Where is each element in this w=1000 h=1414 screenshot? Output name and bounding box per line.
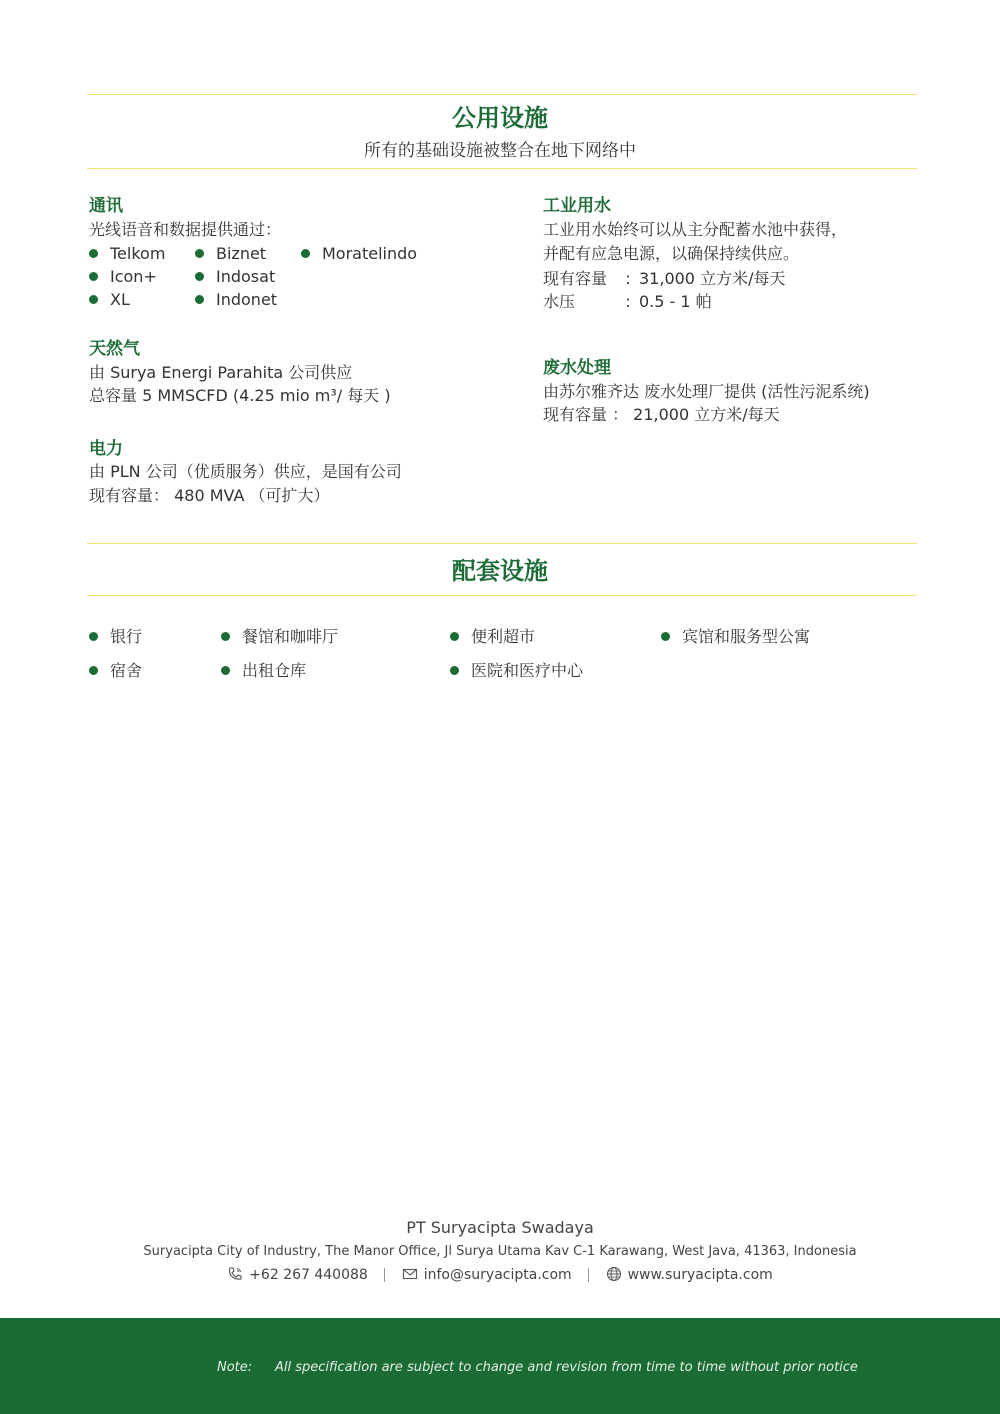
water-line2: 并配有应急电源，以确保持续供应。	[543, 244, 800, 263]
wastewater-title: 废水处理	[543, 358, 611, 378]
contact-website[interactable]: www.suryacipta.com	[606, 1265, 773, 1285]
gas-line1: 由 Surya Energi Parahita 公司供应	[89, 363, 353, 382]
footer-company: PT Suryacipta Swadaya	[406, 1218, 594, 1237]
power-title: 电力	[89, 439, 123, 459]
utilities-subtitle: 所有的基础设施被整合在地下网络中	[364, 141, 636, 161]
note-label: Note:	[217, 1360, 253, 1375]
facility-hotel: 宾馆和服务型公寓	[661, 626, 810, 648]
water-pressure-label: 水压	[543, 292, 576, 311]
water-title: 工业用水	[543, 196, 611, 216]
footer-address: Suryacipta City of Industry, The Manor Office, Jl Surya Utama Kav C-1 Karawang, West Java, 41363, Indonesia	[143, 1244, 857, 1259]
phone-icon	[227, 1266, 243, 1282]
note-text: All specification are subject to change and revision from time to time without prior notice	[275, 1360, 858, 1375]
wastewater-line2: 现有容量 ： 21,000 立方米/每天	[543, 405, 780, 424]
provider-iconplus: Icon+	[89, 266, 157, 288]
bullet-dot	[450, 632, 459, 641]
disclaimer-note	[217, 1360, 858, 1375]
bullet-dot	[221, 666, 230, 675]
water-capacity-value: 31,000 立方米/每天	[639, 269, 786, 288]
facility-bank: 银行	[89, 626, 142, 648]
water-pressure: 水压 : 0.5 - 1 帕	[543, 292, 712, 311]
contact-divider	[588, 1268, 589, 1282]
gas-title: 天然气	[89, 339, 140, 359]
contact-phone[interactable]: +62 267 440088	[227, 1265, 368, 1285]
facility-minimarket: 便利超市	[450, 626, 535, 648]
bullet-dot	[89, 249, 98, 258]
gas-line2: 总容量 5 MMSCFD (4.25 mio m³/ 每天 )	[89, 386, 391, 405]
facility-warehouse: 出租仓库	[221, 660, 306, 682]
wastewater-line1: 由苏尔雅齐达 废水处理厂提供 (活性污泥系统)	[543, 382, 870, 401]
contact-divider	[384, 1268, 385, 1282]
provider-telkom: Telkom	[89, 243, 165, 265]
bullet-dot	[661, 632, 670, 641]
telecom-intro: 光线语音和数据提供通过：	[89, 220, 282, 239]
globe-icon	[606, 1266, 622, 1282]
bullet-dot	[195, 295, 204, 304]
facility-dormitory: 宿舍	[89, 660, 142, 682]
bullet-dot	[89, 666, 98, 675]
provider-xl: XL	[89, 289, 130, 311]
facility-restaurant: 餐馆和咖啡厅	[221, 626, 338, 648]
telecom-title: 通讯	[89, 196, 123, 216]
water-line1: 工业用水始终可以从主分配蓄水池中获得，	[543, 220, 848, 239]
bullet-dot	[89, 272, 98, 281]
power-line1: 由 PLN 公司（优质服务）供应，是国有公司	[89, 462, 402, 481]
bullet-dot	[195, 249, 204, 258]
provider-indosat: Indosat	[195, 266, 275, 288]
facility-hospital: 医院和医疗中心	[450, 660, 583, 682]
water-pressure-value: 0.5 - 1 帕	[639, 292, 712, 311]
divider-top	[87, 94, 917, 95]
bullet-dot	[195, 272, 204, 281]
contact-row	[0, 1265, 1000, 1285]
power-line2: 现有容量： 480 MVA （可扩大）	[89, 486, 330, 505]
divider-utilities-bottom	[87, 168, 917, 169]
contact-email[interactable]: info@suryacipta.com	[402, 1265, 572, 1285]
bullet-dot	[450, 666, 459, 675]
bullet-dot	[89, 295, 98, 304]
provider-moratelindo: Moratelindo	[301, 243, 417, 265]
bullet-dot	[89, 632, 98, 641]
provider-indonet: Indonet	[195, 289, 277, 311]
water-capacity: 现有容量 : 31,000 立方米/每天	[543, 269, 786, 288]
facilities-title: 配套设施	[452, 557, 548, 585]
mail-icon	[402, 1266, 418, 1282]
divider-facilities-bottom	[87, 595, 917, 596]
bullet-dot	[301, 249, 310, 258]
provider-biznet: Biznet	[195, 243, 266, 265]
divider-facilities-top	[87, 543, 917, 544]
water-capacity-label: 现有容量	[543, 269, 608, 288]
utilities-title: 公用设施	[452, 104, 548, 132]
footer-band	[0, 1318, 1000, 1414]
bullet-dot	[221, 632, 230, 641]
